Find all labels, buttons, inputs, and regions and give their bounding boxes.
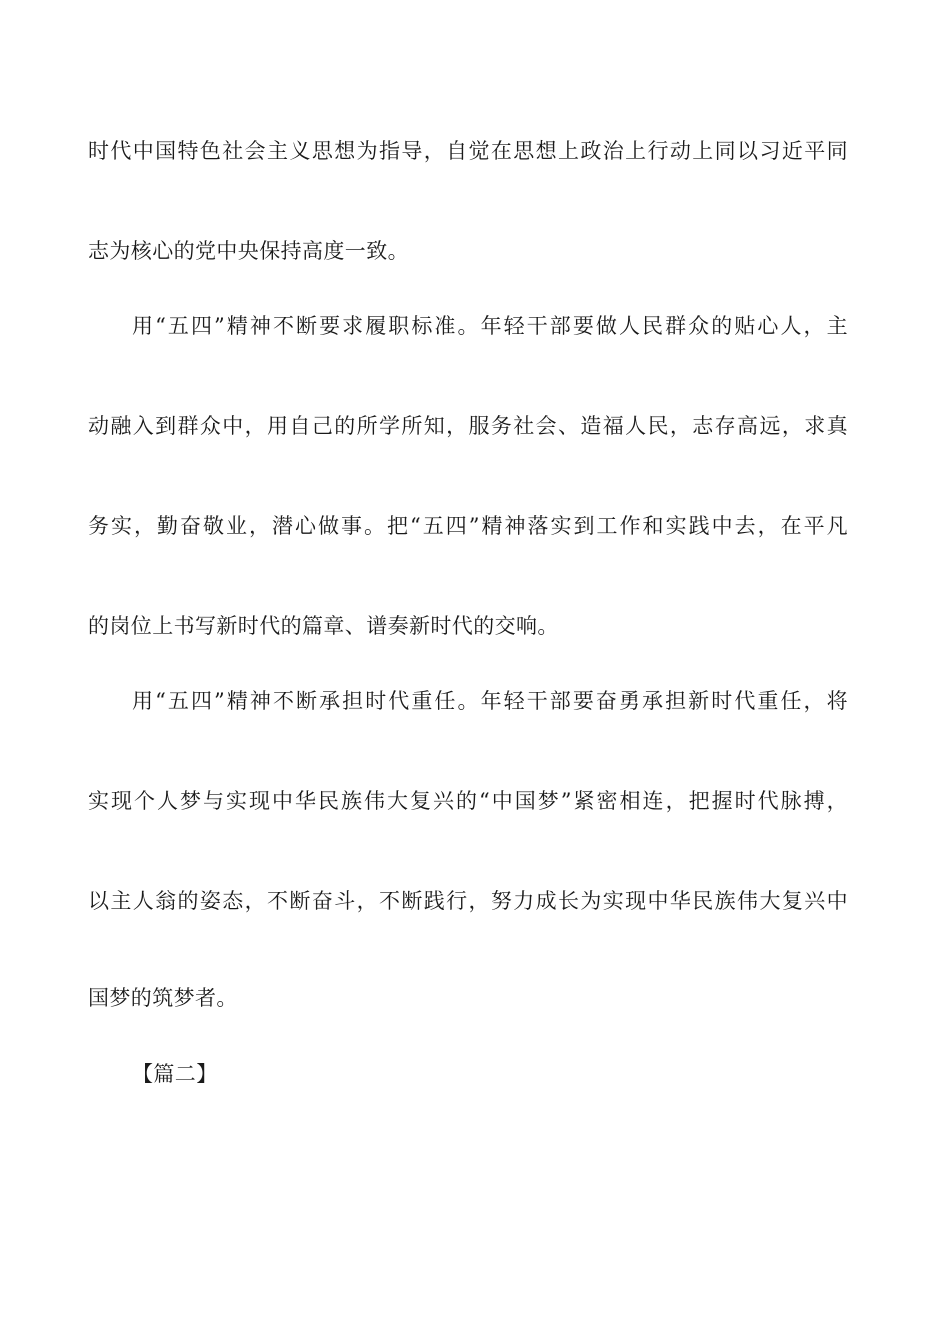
text-line: 动融入到群众中，用自己的所学所知，服务社会、造福人民，志存高远，求真 — [88, 414, 848, 438]
text-line: 实现个人梦与实现中华民族伟大复兴的“中国梦”紧密相连，把握时代脉搏， — [88, 789, 848, 813]
text-line: 务实，勤奋敬业，潜心做事。把“五四”精神落实到工作和实践中去，在平凡 — [88, 514, 848, 538]
text-line: 的岗位上书写新时代的篇章、谱奏新时代的交响。 — [88, 614, 559, 638]
text-line: 以主人翁的姿态，不断奋斗，不断践行，努力成长为实现中华民族伟大复兴中 — [88, 889, 848, 913]
text-line: 时代中国特色社会主义思想为指导，自觉在思想上政治上行动上同以习近平同 — [88, 139, 848, 163]
section-heading: 【篇二】 — [132, 1062, 218, 1086]
text-line: 国梦的筑梦者。 — [88, 986, 238, 1010]
text-line: 志为核心的党中央保持高度一致。 — [88, 239, 409, 263]
paragraph-first-line: 用“五四”精神不断要求履职标准。年轻干部要做人民群众的贴心人，主 — [132, 314, 848, 338]
paragraph-first-line: 用“五四”精神不断承担时代重任。年轻干部要奋勇承担新时代重任，将 — [132, 689, 848, 713]
